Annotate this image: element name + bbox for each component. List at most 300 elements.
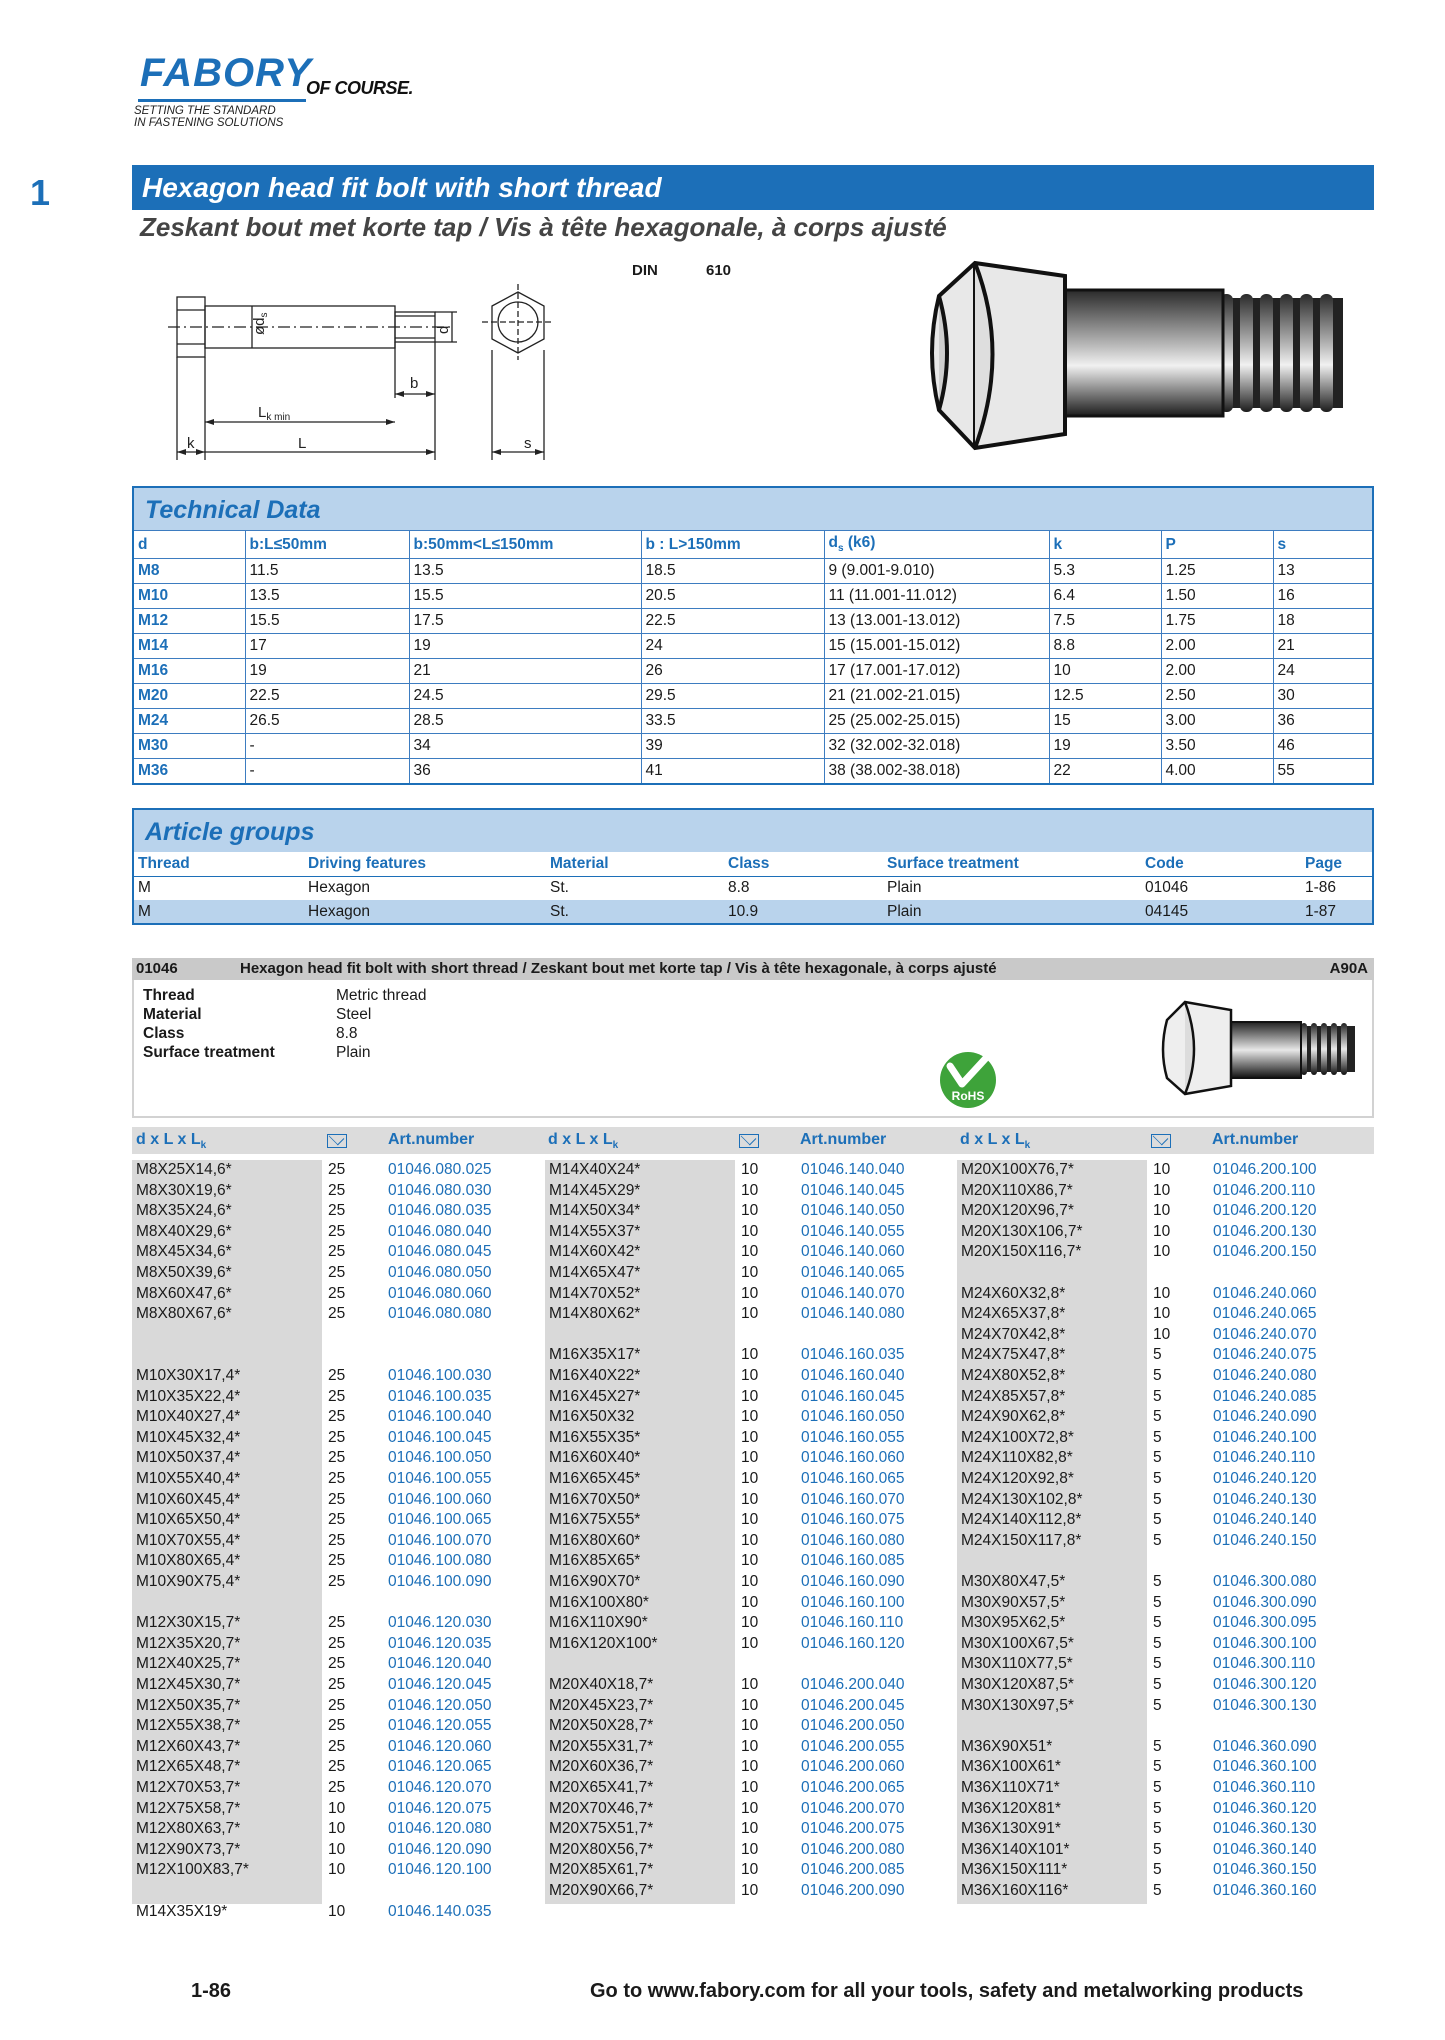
- article-number[interactable]: 01046.200.130: [1213, 1222, 1317, 1240]
- list-item[interactable]: [132, 1572, 532, 1593]
- article-groups-heading: Article groups: [132, 808, 1374, 852]
- technical-cell: 38 (38.002-38.018): [824, 759, 1049, 784]
- article-dimensions: M30X120X87,5*: [961, 1676, 1074, 1693]
- article-number[interactable]: 01046.160.085: [801, 1552, 905, 1570]
- article-number[interactable]: 01046.360.160: [1213, 1882, 1317, 1899]
- list-item[interactable]: [545, 1160, 945, 1181]
- article-number[interactable]: 01046.300.095: [1213, 1614, 1317, 1632]
- list-item[interactable]: [545, 1469, 945, 1490]
- article-number[interactable]: 01046.200.110: [1213, 1181, 1316, 1199]
- list-item[interactable]: [545, 1531, 945, 1552]
- article-quantity: 25: [328, 1202, 346, 1220]
- article-dimensions: M36X120X81*: [961, 1799, 1061, 1817]
- list-item[interactable]: [545, 1428, 945, 1449]
- article-number[interactable]: 01046.160.040: [801, 1367, 905, 1384]
- article-quantity: 25: [328, 1696, 346, 1714]
- article-quantity: 5: [1153, 1696, 1162, 1714]
- article-number[interactable]: 01046.240.080: [1213, 1367, 1317, 1384]
- article-number[interactable]: 01046.240.130: [1213, 1490, 1317, 1508]
- technical-row: [133, 709, 1373, 734]
- list-item[interactable]: [132, 1716, 532, 1737]
- article-number[interactable]: 01046.200.055: [801, 1737, 905, 1755]
- article-dimensions: M24X140X112,8*: [961, 1511, 1082, 1529]
- list-item[interactable]: [545, 1716, 945, 1737]
- list-item[interactable]: [545, 1222, 945, 1243]
- article-quantity: 5: [1153, 1799, 1162, 1817]
- article-number[interactable]: 01046.160.060: [801, 1449, 905, 1467]
- article-dimensions: M36X140X101*: [961, 1840, 1070, 1858]
- article-dimensions: M24X100X72,8*: [961, 1428, 1074, 1446]
- list-item[interactable]: [545, 1778, 945, 1799]
- list-item[interactable]: [957, 1860, 1357, 1881]
- brand-tagline-line-2: IN FASTENING SOLUTIONS: [134, 117, 284, 129]
- list-item[interactable]: [545, 1263, 945, 1284]
- list-item[interactable]: [545, 1201, 945, 1222]
- article-dimensions: M12X45X30,7*: [136, 1676, 241, 1693]
- article-dimensions: M14X70X52*: [549, 1284, 641, 1302]
- article-quantity: 10: [741, 1573, 759, 1590]
- list-item[interactable]: [957, 1387, 1357, 1408]
- article-number[interactable]: 01046.080.030: [388, 1181, 492, 1199]
- article-number[interactable]: 01046.240.110: [1213, 1449, 1316, 1467]
- list-item[interactable]: [957, 1881, 1357, 1902]
- article-quantity: 10: [741, 1531, 759, 1549]
- list-item[interactable]: [957, 1407, 1357, 1428]
- article-number[interactable]: 01046.100.080: [388, 1552, 492, 1570]
- article-number[interactable]: 01046.300.110: [1213, 1655, 1316, 1673]
- article-number[interactable]: 01046.080.045: [388, 1243, 492, 1261]
- col3-dim-header: d x L x $L_k$: [960, 1131, 1031, 1152]
- article-number[interactable]: 01046.240.070: [1213, 1325, 1317, 1343]
- article-number[interactable]: 01046.360.150: [1213, 1861, 1317, 1879]
- article-number[interactable]: 01046.240.140: [1213, 1511, 1317, 1529]
- article-number[interactable]: 01046.120.035: [388, 1634, 492, 1652]
- technical-cell: 15.5: [409, 584, 641, 609]
- article-number[interactable]: 01046.080.025: [388, 1161, 492, 1178]
- list-item[interactable]: [545, 1819, 945, 1840]
- article-group-row[interactable]: [133, 876, 1373, 900]
- article-dimensions: M12X50X35,7*: [136, 1696, 241, 1714]
- list-item[interactable]: [132, 1613, 532, 1634]
- col-k: k: [1049, 531, 1161, 559]
- article-number[interactable]: 01046.160.080: [801, 1531, 905, 1549]
- article-quantity: 10: [741, 1222, 759, 1240]
- article-number[interactable]: 01046.140.055: [801, 1222, 905, 1240]
- article-quantity: 5: [1153, 1737, 1162, 1755]
- list-item[interactable]: [132, 1799, 532, 1820]
- article-number[interactable]: 01046.240.120: [1213, 1470, 1317, 1487]
- list-item[interactable]: [957, 1284, 1357, 1305]
- technical-cell: 10: [1049, 659, 1161, 684]
- article-number[interactable]: 01046.120.055: [388, 1717, 492, 1735]
- product-description: Hexagon head fit bolt with short thread / Zeskant bout met korte tap / Vis à tête hexagonale, à corps ajusté: [240, 960, 997, 977]
- article-dimensions: M10X35X22,4*: [136, 1387, 241, 1405]
- article-number[interactable]: 01046.100.035: [388, 1387, 492, 1405]
- list-item[interactable]: [545, 1840, 945, 1861]
- article-dimensions: M8X40X29,6*: [136, 1222, 232, 1240]
- article-number[interactable]: 01046.100.070: [388, 1531, 492, 1549]
- list-item[interactable]: [545, 1757, 945, 1778]
- list-item[interactable]: [957, 1510, 1357, 1531]
- article-number[interactable]: 01046.160.110: [801, 1614, 904, 1632]
- article-number[interactable]: 01046.200.045: [801, 1696, 905, 1714]
- article-quantity: 10: [328, 1840, 346, 1858]
- article-dimensions: M16X110X90*: [549, 1614, 648, 1632]
- list-item[interactable]: [545, 1345, 945, 1366]
- col-d: d: [133, 531, 245, 559]
- technical-row: [133, 659, 1373, 684]
- list-item[interactable]: [132, 1902, 532, 1923]
- article-number[interactable]: 01046.360.100: [1213, 1758, 1317, 1776]
- list-item[interactable]: [545, 1696, 945, 1717]
- technical-cell: 3.00: [1161, 709, 1273, 734]
- article-quantity: 10: [741, 1284, 759, 1302]
- article-number[interactable]: 01046.160.090: [801, 1573, 905, 1590]
- article-quantity: 10: [741, 1634, 759, 1652]
- technical-cell: M16: [133, 659, 245, 684]
- article-number[interactable]: 01046.120.030: [388, 1614, 492, 1632]
- list-item[interactable]: [132, 1634, 532, 1655]
- list-item[interactable]: [957, 1490, 1357, 1511]
- list-item[interactable]: [957, 1222, 1357, 1243]
- article-number[interactable]: 01046.160.050: [801, 1408, 905, 1426]
- list-item[interactable]: [957, 1572, 1357, 1593]
- article-number[interactable]: 01046.120.100: [388, 1861, 492, 1879]
- article-dimensions: M20X75X51,7*: [549, 1820, 654, 1838]
- page-subtitle: Zeskant bout met korte tap / Vis à tête hexagonale, à corps ajusté: [140, 212, 947, 242]
- list-item[interactable]: [545, 1860, 945, 1881]
- col-class: Class: [724, 852, 883, 876]
- article-dimensions: M14X80X62*: [549, 1305, 641, 1323]
- article-number[interactable]: 01046.100.040: [388, 1408, 492, 1426]
- article-dimensions: M36X160X116*: [961, 1882, 1069, 1899]
- list-item[interactable]: [545, 1366, 945, 1387]
- list-item[interactable]: [545, 1510, 945, 1531]
- list-item[interactable]: [957, 1242, 1357, 1263]
- article-number[interactable]: 01046.360.130: [1213, 1820, 1317, 1838]
- article-number[interactable]: 01046.160.045: [801, 1387, 905, 1405]
- list-item[interactable]: [957, 1757, 1357, 1778]
- article-number[interactable]: 01046.160.070: [801, 1490, 905, 1508]
- list-item[interactable]: [957, 1531, 1357, 1552]
- list-item[interactable]: [132, 1448, 532, 1469]
- article-number[interactable]: 01046.300.120: [1213, 1676, 1317, 1693]
- list-item[interactable]: [545, 1551, 945, 1572]
- article-quantity: 10: [1153, 1202, 1171, 1220]
- article-quantity: 5: [1153, 1449, 1162, 1467]
- technical-cell: 15.5: [245, 609, 409, 634]
- article-number[interactable]: 01046.140.070: [801, 1284, 905, 1302]
- article-number[interactable]: 01046.120.075: [388, 1799, 492, 1817]
- list-item[interactable]: [132, 1860, 532, 1881]
- article-dimensions: M20X150X116,7*: [961, 1243, 1082, 1261]
- list-item[interactable]: [132, 1469, 532, 1490]
- list-item[interactable]: [132, 1201, 532, 1222]
- article-number[interactable]: 01046.360.090: [1213, 1737, 1317, 1755]
- list-item[interactable]: [132, 1551, 532, 1572]
- article-number[interactable]: 01046.200.075: [801, 1820, 905, 1838]
- article-number[interactable]: 01046.080.050: [388, 1264, 492, 1281]
- article-number[interactable]: 01046.080.035: [388, 1202, 492, 1220]
- article-dimensions: M36X90X51*: [961, 1737, 1053, 1755]
- list-item[interactable]: [545, 1284, 945, 1305]
- article-dimensions: M10X90X75,4*: [136, 1573, 241, 1590]
- article-number[interactable]: 01046.120.090: [388, 1840, 492, 1858]
- list-item[interactable]: [132, 1840, 532, 1861]
- article-number[interactable]: 01046.240.090: [1213, 1408, 1317, 1426]
- article-number[interactable]: 01046.140.035: [388, 1902, 492, 1920]
- list-item[interactable]: [957, 1428, 1357, 1449]
- list-item[interactable]: [545, 1634, 945, 1655]
- list-item[interactable]: [132, 1757, 532, 1778]
- article-dimensions: M24X70X42,8*: [961, 1325, 1066, 1343]
- article-number[interactable]: 01046.240.060: [1213, 1284, 1317, 1302]
- list-item[interactable]: [545, 1181, 945, 1202]
- list-item[interactable]: [545, 1799, 945, 1820]
- article-number[interactable]: 01046.200.080: [801, 1840, 905, 1858]
- list-item[interactable]: [132, 1490, 532, 1511]
- technical-cell: 13 (13.001-13.012): [824, 609, 1049, 634]
- article-groups-table: [132, 852, 1374, 925]
- list-item[interactable]: [132, 1737, 532, 1758]
- article-number[interactable]: 01046.160.120: [801, 1634, 905, 1652]
- list-item[interactable]: [957, 1737, 1357, 1758]
- article-quantity: 10: [741, 1717, 759, 1735]
- article-quantity: 25: [328, 1470, 346, 1487]
- list-item[interactable]: [957, 1448, 1357, 1469]
- article-number[interactable]: 01046.120.080: [388, 1820, 492, 1838]
- technical-cell: 22: [1049, 759, 1161, 784]
- article-dimensions: M16X70X50*: [549, 1490, 641, 1508]
- list-item[interactable]: [957, 1840, 1357, 1861]
- list-item[interactable]: [957, 1593, 1357, 1614]
- article-quantity: 5: [1153, 1655, 1162, 1673]
- article-dimensions: M10X65X50,4*: [136, 1511, 241, 1529]
- spec-class-label: Class: [143, 1025, 185, 1042]
- list-item[interactable]: [132, 1531, 532, 1552]
- list-item[interactable]: [545, 1242, 945, 1263]
- article-number[interactable]: 01046.120.065: [388, 1758, 492, 1776]
- list-item[interactable]: [132, 1387, 532, 1408]
- article-number[interactable]: 01046.140.040: [801, 1161, 905, 1178]
- list-item[interactable]: [132, 1366, 532, 1387]
- article-number[interactable]: 01046.120.040: [388, 1655, 492, 1673]
- article-number[interactable]: 01046.300.130: [1213, 1696, 1317, 1714]
- article-number[interactable]: 01046.100.060: [388, 1490, 492, 1508]
- technical-data-heading: Technical Data: [132, 486, 1374, 530]
- list-item[interactable]: [545, 1881, 945, 1902]
- list-item[interactable]: [132, 1654, 532, 1675]
- article-number[interactable]: 01046.140.060: [801, 1243, 905, 1261]
- technical-cell: 24.5: [409, 684, 641, 709]
- list-item[interactable]: [957, 1201, 1357, 1222]
- technical-drawing: [132, 280, 592, 470]
- article-number[interactable]: 01046.160.075: [801, 1511, 905, 1529]
- list-item[interactable]: [957, 1799, 1357, 1820]
- technical-cell: M12: [133, 609, 245, 634]
- technical-cell: 36: [1273, 709, 1373, 734]
- article-quantity: 5: [1153, 1882, 1162, 1899]
- article-number[interactable]: 01046.160.100: [801, 1593, 905, 1611]
- article-number[interactable]: 01046.120.060: [388, 1737, 492, 1755]
- list-item[interactable]: [957, 1634, 1357, 1655]
- technical-cell: 39: [641, 734, 824, 759]
- technical-cell: 17 (17.001-17.012): [824, 659, 1049, 684]
- rohs-label: RoHS: [951, 1089, 985, 1103]
- article-dimensions: M16X75X55*: [549, 1511, 641, 1529]
- article-number[interactable]: 01046.100.050: [388, 1449, 492, 1467]
- list-item[interactable]: [957, 1819, 1357, 1840]
- list-item[interactable]: [957, 1304, 1357, 1325]
- col2-dim-header: d x L x $L_k$: [548, 1131, 619, 1152]
- article-dimensions: M16X120X100*: [549, 1634, 658, 1652]
- technical-cell: M24: [133, 709, 245, 734]
- list-item[interactable]: [545, 1490, 945, 1511]
- article-number[interactable]: 01046.080.060: [388, 1284, 492, 1302]
- article-number[interactable]: 01046.140.080: [801, 1305, 905, 1323]
- list-item[interactable]: [545, 1593, 945, 1614]
- article-number[interactable]: 01046.160.055: [801, 1428, 905, 1446]
- article-dimensions: M12X75X58,7*: [136, 1799, 241, 1817]
- article-number[interactable]: 01046.100.045: [388, 1428, 492, 1446]
- list-item[interactable]: [957, 1160, 1357, 1181]
- list-item[interactable]: [132, 1778, 532, 1799]
- article-dimensions: M24X60X32,8*: [961, 1284, 1066, 1302]
- list-item[interactable]: [957, 1778, 1357, 1799]
- article-number[interactable]: 01046.240.100: [1213, 1428, 1317, 1446]
- list-item[interactable]: [132, 1819, 532, 1840]
- list-item[interactable]: [545, 1737, 945, 1758]
- article-quantity: 25: [328, 1737, 346, 1755]
- list-item[interactable]: [957, 1325, 1357, 1346]
- list-item[interactable]: [957, 1675, 1357, 1696]
- technical-cell: 25 (25.002-25.015): [824, 709, 1049, 734]
- article-number[interactable]: 01046.200.050: [801, 1717, 905, 1735]
- list-item[interactable]: [132, 1696, 532, 1717]
- article-number[interactable]: 01046.120.045: [388, 1676, 492, 1693]
- article-number[interactable]: 01046.100.055: [388, 1470, 492, 1487]
- article-number[interactable]: 01046.100.065: [388, 1511, 492, 1529]
- list-item[interactable]: [957, 1696, 1357, 1717]
- article-quantity: 25: [328, 1490, 346, 1508]
- technical-cell: 34: [409, 734, 641, 759]
- list-item[interactable]: [545, 1304, 945, 1325]
- article-dimensions: M12X35X20,7*: [136, 1634, 241, 1652]
- list-item[interactable]: [957, 1366, 1357, 1387]
- list-item[interactable]: [957, 1654, 1357, 1675]
- article-number[interactable]: 01046.200.070: [801, 1799, 905, 1817]
- article-number[interactable]: 01046.300.090: [1213, 1593, 1317, 1611]
- article-number[interactable]: 01046.100.030: [388, 1367, 492, 1384]
- list-item[interactable]: [132, 1222, 532, 1243]
- article-quantity: 25: [328, 1161, 346, 1178]
- article-number[interactable]: 01046.120.070: [388, 1779, 492, 1796]
- list-item[interactable]: [545, 1613, 945, 1634]
- list-item[interactable]: [132, 1510, 532, 1531]
- list-item[interactable]: [545, 1387, 945, 1408]
- article-number[interactable]: 01046.300.080: [1213, 1573, 1317, 1590]
- article-number[interactable]: 01046.200.085: [801, 1861, 905, 1879]
- list-item[interactable]: [132, 1407, 532, 1428]
- article-number[interactable]: 01046.240.075: [1213, 1346, 1317, 1364]
- article-number[interactable]: 01046.140.065: [801, 1264, 905, 1281]
- list-item[interactable]: [545, 1675, 945, 1696]
- article-quantity: 10: [1153, 1325, 1171, 1343]
- list-item[interactable]: [132, 1242, 532, 1263]
- article-number[interactable]: 01046.240.065: [1213, 1305, 1317, 1323]
- article-number[interactable]: 01046.360.110: [1213, 1779, 1316, 1796]
- article-number[interactable]: 01046.200.100: [1213, 1161, 1317, 1178]
- list-item[interactable]: [957, 1469, 1357, 1490]
- article-number[interactable]: 01046.140.050: [801, 1202, 905, 1220]
- article-number[interactable]: 01046.300.100: [1213, 1634, 1317, 1652]
- article-number[interactable]: 01046.200.040: [801, 1676, 905, 1693]
- article-number[interactable]: 01046.360.140: [1213, 1840, 1317, 1858]
- article-quantity: 5: [1153, 1634, 1162, 1652]
- list-item[interactable]: [132, 1284, 532, 1305]
- article-number[interactable]: 01046.100.090: [388, 1573, 492, 1590]
- article-quantity: 10: [328, 1902, 346, 1920]
- envelope-icon: [1151, 1134, 1171, 1148]
- list-item[interactable]: [545, 1448, 945, 1469]
- list-item[interactable]: [132, 1160, 532, 1181]
- article-quantity: 10: [741, 1264, 759, 1281]
- article-number[interactable]: 01046.360.120: [1213, 1799, 1317, 1817]
- article-number[interactable]: 01046.120.050: [388, 1696, 492, 1714]
- envelope-icon: [327, 1134, 347, 1148]
- article-group-cell: 01046: [1145, 879, 1189, 897]
- article-number[interactable]: 01046.200.090: [801, 1882, 905, 1899]
- article-number[interactable]: 01046.080.040: [388, 1222, 492, 1240]
- article-number[interactable]: 01046.160.035: [801, 1346, 905, 1364]
- list-item[interactable]: [132, 1428, 532, 1449]
- list-item[interactable]: [957, 1613, 1357, 1634]
- technical-cell: 33.5: [641, 709, 824, 734]
- list-item[interactable]: [132, 1304, 532, 1325]
- article-number[interactable]: 01046.200.120: [1213, 1202, 1317, 1220]
- list-item[interactable]: [957, 1345, 1357, 1366]
- list-item[interactable]: [545, 1407, 945, 1428]
- article-number[interactable]: 01046.200.065: [801, 1779, 905, 1796]
- technical-cell: 2.50: [1161, 684, 1273, 709]
- article-number[interactable]: 01046.240.150: [1213, 1531, 1317, 1549]
- article-quantity: 10: [741, 1181, 759, 1199]
- article-number[interactable]: 01046.140.045: [801, 1181, 905, 1199]
- article-number[interactable]: 01046.240.085: [1213, 1387, 1317, 1405]
- article-quantity: 10: [741, 1696, 759, 1714]
- article-dimensions: M14X50X34*: [549, 1202, 641, 1220]
- list-item[interactable]: [957, 1181, 1357, 1202]
- drawing-label-d: d: [435, 325, 452, 334]
- technical-cell: 1.50: [1161, 584, 1273, 609]
- article-quantity: 5: [1153, 1779, 1162, 1796]
- article-dimensions: M10X45X32,4*: [136, 1428, 241, 1446]
- article-number[interactable]: 01046.200.150: [1213, 1243, 1317, 1261]
- list-item[interactable]: [132, 1263, 532, 1284]
- list-item[interactable]: [545, 1572, 945, 1593]
- article-dimensions: M12X80X63,7*: [136, 1820, 241, 1838]
- article-number[interactable]: 01046.080.080: [388, 1305, 492, 1323]
- article-number[interactable]: 01046.160.065: [801, 1470, 905, 1487]
- article-quantity: 10: [1153, 1284, 1171, 1302]
- standard-value: 610: [706, 262, 732, 279]
- standard-label: DIN: [632, 262, 658, 279]
- article-number[interactable]: 01046.200.060: [801, 1758, 905, 1776]
- technical-cell: 17: [245, 634, 409, 659]
- list-item[interactable]: [132, 1181, 532, 1202]
- list-item[interactable]: [132, 1675, 532, 1696]
- article-group-row[interactable]: [133, 900, 1373, 924]
